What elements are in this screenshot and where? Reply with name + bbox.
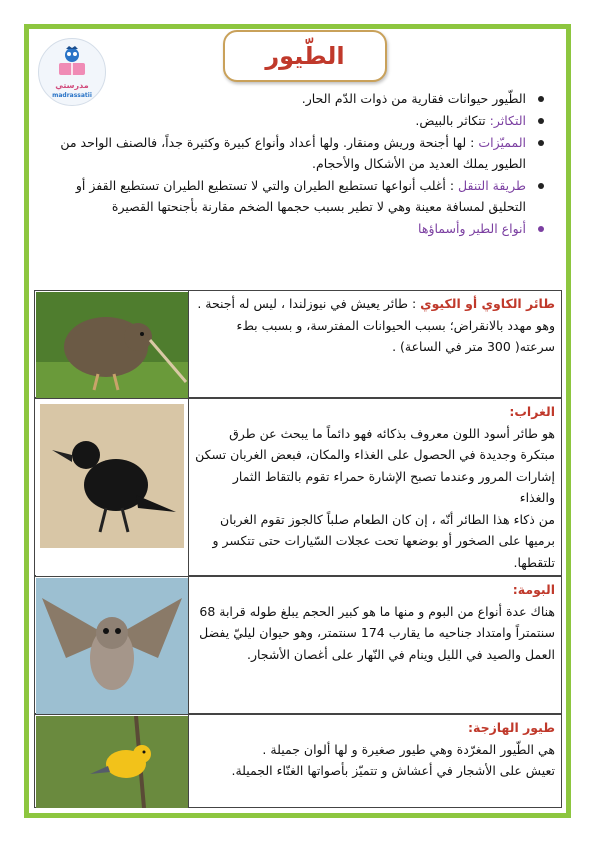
owl-title: البومة: <box>512 582 555 597</box>
kiwi-bird-icon <box>36 292 188 398</box>
list-item <box>60 175 548 217</box>
crow-description <box>195 401 555 573</box>
bird-row-warbler <box>34 714 562 808</box>
logo-latin-text: madrassatii <box>52 92 92 99</box>
list-item <box>60 132 548 174</box>
owl-description <box>195 579 555 665</box>
warbler-bird-icon <box>36 716 188 808</box>
bird-row-kiwi <box>34 290 562 398</box>
features-text: : لها أجنحة وريش ومنقار. ولها أعداد وأنواع كبيرة وكثيرة جداً، فالصنف الواحد من الطيور يملك العديد من الأشكال والأحجام. <box>60 135 526 171</box>
crow-bird-icon <box>36 400 188 576</box>
warbler-title: طيور الهازجة: <box>468 720 555 735</box>
bird-row-crow <box>34 398 562 576</box>
intro-definition: الطّيور حيوانات فقارية من ذوات الدّم الحار. <box>301 91 526 106</box>
title-box <box>223 30 387 82</box>
reproduction-label: التكاثر: <box>489 113 526 128</box>
list-item <box>60 88 548 109</box>
features-label: المميّزات <box>478 135 526 150</box>
warbler-description <box>195 717 555 782</box>
types-label: أنواع الطير وأسماؤها <box>418 221 526 236</box>
owl-bird-icon <box>36 578 188 714</box>
owl-text: هناك عدة أنواع من البوم و منها ما هو كبير الحجم يبلغ طوله قرابة 68 سنتمتراً وامتداد جناحيه ما يقارب 174 سنتمتر، وهو حيوان ليليّ يفضل العمل والصيد في الليل وينام في النّهار على أغصان الأشجار. <box>199 603 555 662</box>
intro-list <box>60 88 548 240</box>
page-title: الطّيور <box>265 42 345 70</box>
kiwi-image <box>35 291 189 397</box>
kiwi-title: طائر الكاوي أو الكيوي <box>420 296 555 311</box>
movement-text: : أغلب أنواعها تستطيع الطيران والتي لا تستطيع الطيران تستطيع القفز أو التحليق لمسافة معينة وهي لا تطير بسبب حجمها الضخم مقارنة بأجنحتها القصيرة <box>75 178 526 214</box>
owl-image <box>35 577 189 713</box>
crow-title: الغراب: <box>509 404 555 419</box>
kiwi-description <box>195 293 555 358</box>
bird-row-owl <box>34 576 562 714</box>
list-item <box>60 110 548 131</box>
reproduction-text: تتكاثر بالبيض. <box>415 113 490 128</box>
warbler-text: هي الطّيور المغرّدة وهي طيور صغيرة و لها ألوان جميلة . <box>262 741 555 757</box>
crow-image <box>35 399 189 575</box>
crow-text: هو طائر أسود اللون معروف بذكائه فهو دائماً ما يبحث عن طرق مبتكرة وجديدة في الحصول على الغذاء والمكان، فبعض الغربان تسكن إشارات المرور وعندما تصبح الإشارة حمراء تقوم بالتقاط الثمار والغذاء <box>195 425 555 505</box>
logo-arabic-text: مدرستي <box>55 81 89 90</box>
movement-label: طريقة التنقل <box>458 178 526 193</box>
crow-text-2: من ذكاء هذا الطائر أنّه ، إن كان الطعام صلباً كالجوز تقوم الغربان برميها على الصخور أو بوضعها تحت عجلات السّيارات حتى تتكسر و تلتقطها. <box>212 511 555 570</box>
warbler-text-2: تعيش على الأشجار في أعشاش و تتميّز بأصواتها الغنّاء الجميلة. <box>231 763 555 778</box>
list-item <box>60 218 548 239</box>
warbler-image <box>35 715 189 807</box>
kiwi-text: : طائر يعيش في نيوزلندا ، ليس له أجنحة . وهو مهدد بالانقراض؛ بسبب الحيوانات المفترسة، و بسبب بطء سرعته( 300 متر في الساعة) . <box>197 296 555 354</box>
book-owl-icon <box>39 39 105 83</box>
